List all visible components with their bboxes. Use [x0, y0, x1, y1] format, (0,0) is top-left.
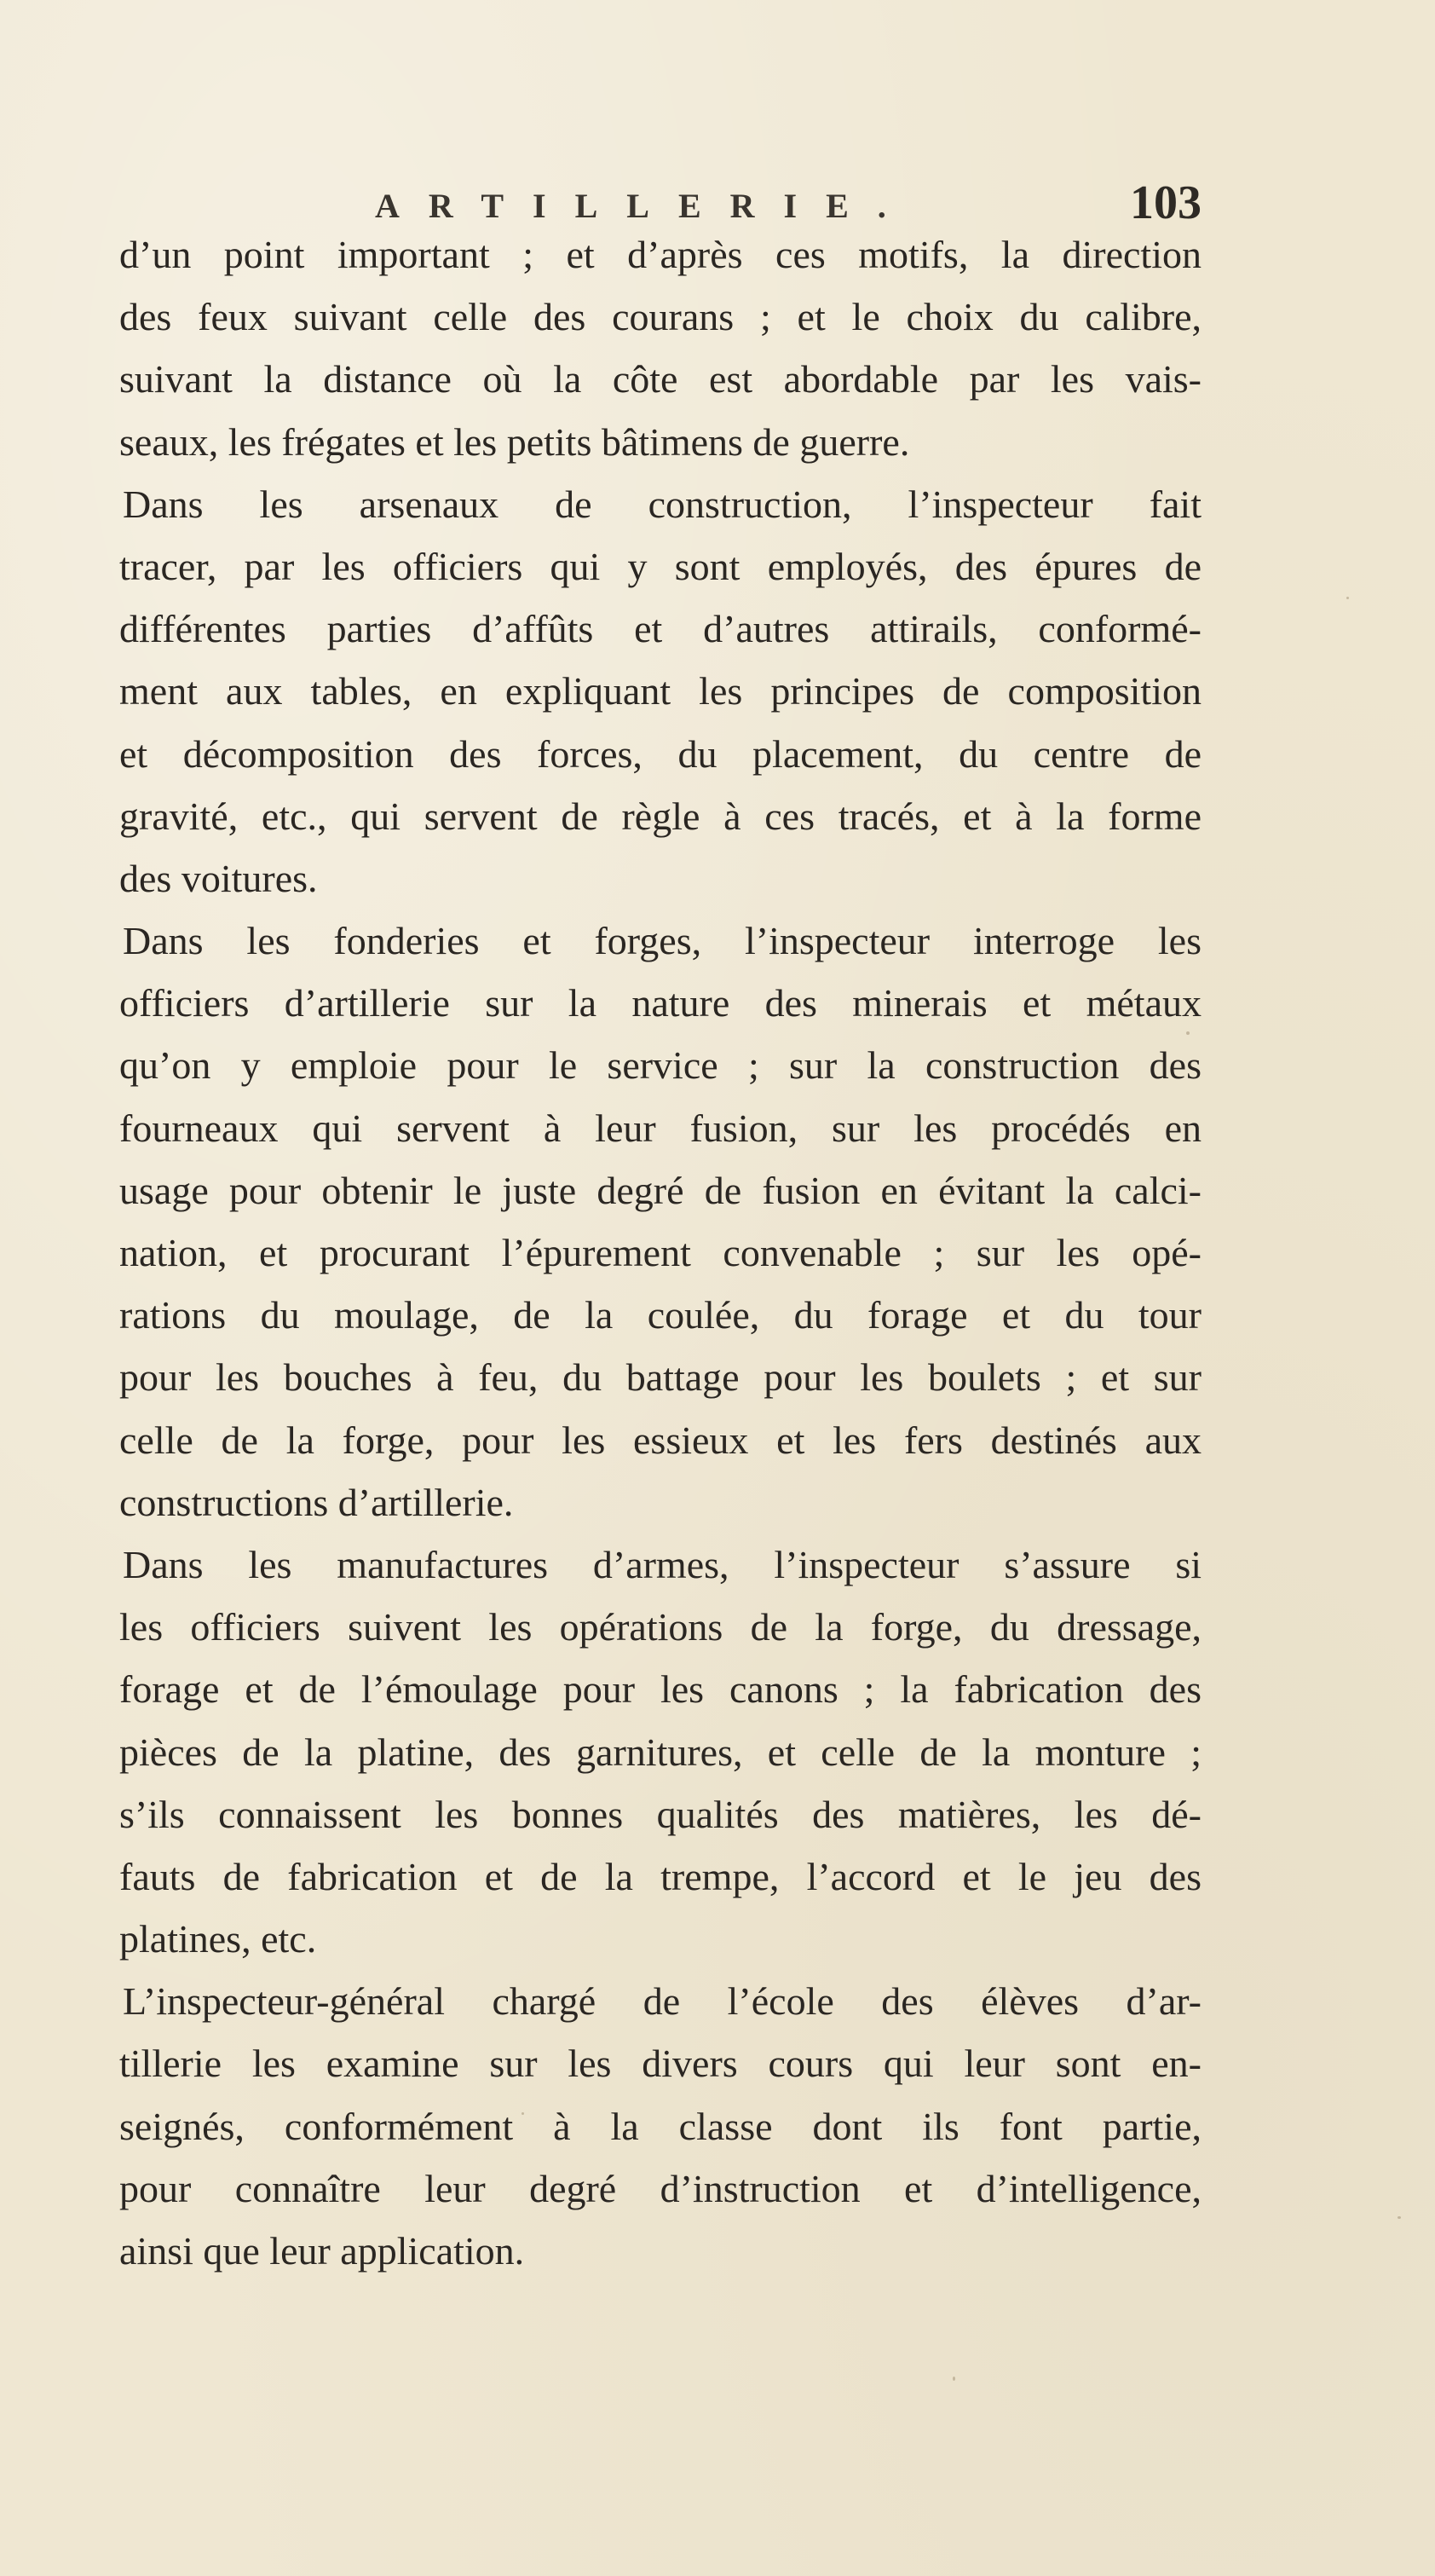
text-line: fauts de fabrication et de la trempe, l’accord et le jeu des: [119, 1854, 1202, 1898]
text-line: nation, et procurant l’épurement convenable ; sur les opé-: [119, 1231, 1202, 1274]
text-line: s’ils connaissent les bonnes qualités des matières, les dé-: [119, 1792, 1202, 1836]
paragraph-2: [119, 473, 1202, 910]
text-line: gravité, etc., qui servent de règle à ces tracés, et à la forme: [119, 794, 1202, 838]
text-line: pour connaître leur degré d’instruction et d’intelligence,: [119, 2166, 1202, 2210]
text-line: L’inspecteur-général chargé de l’école des élèves d’ar-: [123, 1979, 1202, 2024]
paper-speck: [953, 2377, 955, 2381]
paper-speck: [1398, 2216, 1401, 2219]
text-line: usage pour obtenir le juste degré de fusion en évitant la calci-: [119, 1168, 1202, 1212]
text-line: qu’on y emploie pour le service ; sur la construction des: [119, 1043, 1202, 1088]
text-line: seignés, conformément à la classe dont ils font partie,: [119, 2104, 1202, 2148]
text-line: constructions d’artillerie.: [119, 1480, 514, 1524]
text-line: les officiers suivent les opérations de la forge, du dressage,: [119, 1605, 1202, 1649]
text-line: des voitures.: [119, 856, 318, 900]
text-line: pièces de la platine, des garnitures, et celle de la monture ;: [119, 1730, 1202, 1774]
text-line: seaux, les frégates et les petits bâtimens de guerre.: [119, 419, 910, 464]
text-line: différentes parties d’affûts et d’autres attirails, conformé-: [119, 607, 1202, 651]
body-text: [119, 223, 1202, 2282]
text-line: ainsi que leur application.: [119, 2229, 525, 2273]
running-head-title: ARTILLERIE.: [375, 187, 915, 225]
text-line: Dans les manufactures d’armes, l’inspecteur s’assure si: [123, 1542, 1202, 1586]
text-line: pour les bouches à feu, du battage pour les boulets ; et sur: [119, 1355, 1202, 1400]
text-line: Dans les arsenaux de construction, l’inspecteur fait: [123, 482, 1202, 526]
page-number: 103: [1130, 176, 1202, 229]
text-line: officiers d’artillerie sur la nature des minerais et métaux: [119, 981, 1202, 1025]
text-line: et décomposition des forces, du placement, du centre de: [119, 731, 1202, 776]
paragraph-3: [119, 910, 1202, 1533]
text-line: rations du moulage, de la coulée, du forage et du tour: [119, 1293, 1202, 1337]
text-line: Dans les fonderies et forges, l’inspecteur interroge les: [123, 919, 1202, 963]
paragraph-4: [119, 1533, 1202, 1970]
text-line: celle de la forge, pour les essieux et les fers destinés aux: [119, 1418, 1202, 1462]
paragraph-1: [119, 223, 1202, 473]
text-line: fourneaux qui servent à leur fusion, sur les procédés en: [119, 1106, 1202, 1150]
text-line: suivant la distance où la côte est abordable par les vais-: [119, 357, 1202, 401]
text-line: des feux suivant celle des courans ; et le choix du calibre,: [119, 295, 1202, 339]
text-line: platines, etc.: [119, 1917, 317, 1961]
text-line: tracer, par les officiers qui y sont employés, des épures de: [119, 544, 1202, 588]
text-line: d’un point important ; et d’après ces motifs, la direction: [119, 233, 1202, 276]
text-line: forage et de l’émoulage pour les canons ; la fabrication des: [119, 1667, 1202, 1712]
text-line: tillerie les examine sur les divers cours qui leur sont en-: [119, 2042, 1202, 2086]
text-line: ment aux tables, en expliquant les principes de composition: [119, 669, 1202, 713]
paragraph-5: [119, 1970, 1202, 2282]
paper-speck: [1346, 597, 1349, 599]
